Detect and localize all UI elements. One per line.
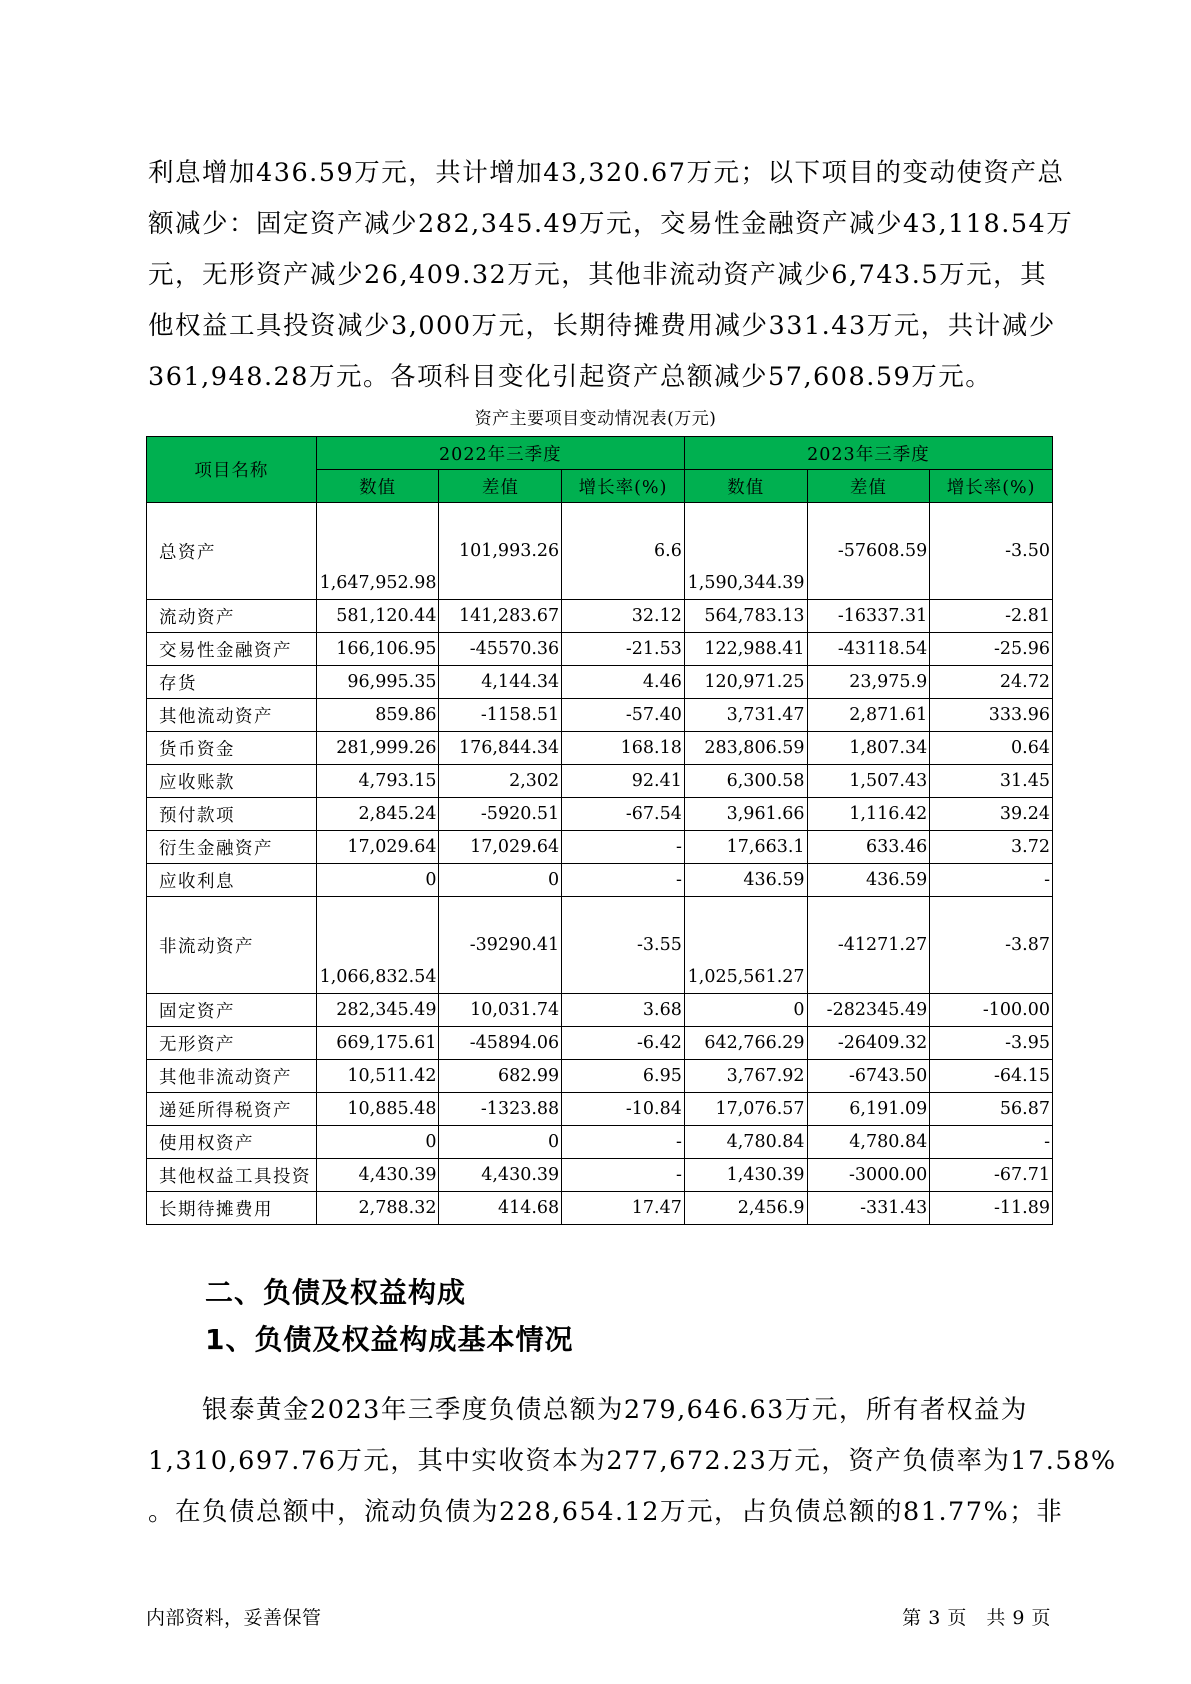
table-header-row (147, 437, 1053, 470)
cell-v2: 2,456.9 (684, 1192, 807, 1225)
cell-r2: - (930, 864, 1053, 897)
cell-r2: -2.81 (930, 600, 1053, 633)
cell-d1: -39290.41 (439, 897, 562, 994)
cell-r2: -67.71 (930, 1159, 1053, 1192)
header-period-2022: 2022年三季度 (316, 437, 684, 470)
cell-r2: 333.96 (930, 699, 1053, 732)
footer-page-number: 第 3 页 共 9 页 (902, 1607, 1051, 1629)
cell-d2: -57608.59 (807, 503, 930, 600)
cell-d1: 4,144.34 (439, 666, 562, 699)
subheader-value: 数值 (316, 470, 439, 503)
paragraph-line: 元，无形资产减少26,409.32万元，其他非流动资产减少6,743.5万元，其 (148, 260, 1048, 290)
cell-d1: -5920.51 (439, 798, 562, 831)
cell-d2: 1,507.43 (807, 765, 930, 798)
cell-r1: 17.47 (562, 1192, 685, 1225)
cell-v1: 2,788.32 (316, 1192, 439, 1225)
cell-d2: -282345.49 (807, 994, 930, 1027)
cell-v2: 3,767.92 (684, 1060, 807, 1093)
cell-r1: 6.95 (562, 1060, 685, 1093)
cell-v2: 564,783.13 (684, 600, 807, 633)
section-heading: 二、负债及权益构成 (205, 1276, 467, 1309)
table-row (147, 666, 1053, 699)
subheader-rate: 增长率(%) (562, 470, 685, 503)
footer-confidential-note: 内部资料，妥善保管 (146, 1607, 322, 1629)
cell-v1: 96,995.35 (316, 666, 439, 699)
row-label: 其他流动资产 (147, 699, 317, 732)
cell-r1: 6.6 (562, 503, 685, 600)
cell-r2: 39.24 (930, 798, 1053, 831)
cell-r1: 4.46 (562, 666, 685, 699)
cell-d2: 1,116.42 (807, 798, 930, 831)
cell-r1: 92.41 (562, 765, 685, 798)
row-label: 无形资产 (147, 1027, 317, 1060)
cell-r2: 0.64 (930, 732, 1053, 765)
cell-d1: 10,031.74 (439, 994, 562, 1027)
cell-d2: -41271.27 (807, 897, 930, 994)
cell-d1: 682.99 (439, 1060, 562, 1093)
cell-d1: 17,029.64 (439, 831, 562, 864)
cell-r1: -3.55 (562, 897, 685, 994)
row-label: 预付款项 (147, 798, 317, 831)
cell-d1: -45894.06 (439, 1027, 562, 1060)
cell-d2: 6,191.09 (807, 1093, 930, 1126)
cell-d2: -16337.31 (807, 600, 930, 633)
cell-v2: 120,971.25 (684, 666, 807, 699)
cell-r1: - (562, 1126, 685, 1159)
row-label: 流动资产 (147, 600, 317, 633)
table-row (147, 1093, 1053, 1126)
row-label: 存货 (147, 666, 317, 699)
cell-d1: -1323.88 (439, 1093, 562, 1126)
table-row (147, 699, 1053, 732)
cell-r1: - (562, 1159, 685, 1192)
cell-r2: -64.15 (930, 1060, 1053, 1093)
cell-d1: -45570.36 (439, 633, 562, 666)
table-row (147, 503, 1053, 600)
cell-r1: 168.18 (562, 732, 685, 765)
table-row (147, 1060, 1053, 1093)
row-label: 其他非流动资产 (147, 1060, 317, 1093)
cell-d1: 0 (439, 864, 562, 897)
cell-r1: -21.53 (562, 633, 685, 666)
cell-r1: -67.54 (562, 798, 685, 831)
cell-v1: 10,885.48 (316, 1093, 439, 1126)
row-label: 长期待摊费用 (147, 1192, 317, 1225)
cell-r2: 56.87 (930, 1093, 1053, 1126)
table-row (147, 1126, 1053, 1159)
cell-v1: 669,175.61 (316, 1027, 439, 1060)
paragraph-line: 361,948.28万元。各项科目变化引起资产总额减少57,608.59万元。 (148, 362, 993, 392)
cell-v1: 859.86 (316, 699, 439, 732)
cell-d1: -1158.51 (439, 699, 562, 732)
liabilities-paragraph (148, 1385, 1117, 1538)
row-label: 其他权益工具投资 (147, 1159, 317, 1192)
cell-r2: 24.72 (930, 666, 1053, 699)
row-label: 总资产 (147, 503, 317, 600)
table-row (147, 1027, 1053, 1060)
cell-d2: -43118.54 (807, 633, 930, 666)
row-label: 递延所得税资产 (147, 1093, 317, 1126)
intro-paragraph (148, 148, 1074, 403)
header-period-2023: 2023年三季度 (684, 437, 1052, 470)
cell-r2: -100.00 (930, 994, 1053, 1027)
cell-v1: 281,999.26 (316, 732, 439, 765)
cell-d2: 1,807.34 (807, 732, 930, 765)
cell-v1: 581,120.44 (316, 600, 439, 633)
cell-r2: -25.96 (930, 633, 1053, 666)
subsection-heading: 1、负债及权益构成基本情况 (205, 1323, 574, 1356)
cell-d1: 4,430.39 (439, 1159, 562, 1192)
cell-v1: 1,066,832.54 (316, 897, 439, 994)
paragraph-line: 利息增加436.59万元，共计增加43,320.67万元；以下项目的变动使资产总 (148, 158, 1065, 188)
table-row (147, 798, 1053, 831)
cell-v1: 0 (316, 864, 439, 897)
row-label: 应收利息 (147, 864, 317, 897)
cell-v1: 4,430.39 (316, 1159, 439, 1192)
cell-d2: 23,975.9 (807, 666, 930, 699)
subheader-value: 数值 (684, 470, 807, 503)
table-row (147, 994, 1053, 1027)
paragraph-line: 额减少：固定资产减少282,345.49万元，交易性金融资产减少43,118.54万 (148, 209, 1074, 239)
paragraph-line: 1,310,697.76万元，其中实收资本为277,672.23万元，资产负债率为17.58% (148, 1446, 1117, 1476)
row-label: 衍生金融资产 (147, 831, 317, 864)
cell-r2: 3.72 (930, 831, 1053, 864)
table-row (147, 864, 1053, 897)
cell-v1: 10,511.42 (316, 1060, 439, 1093)
cell-d1: 414.68 (439, 1192, 562, 1225)
cell-d2: -3000.00 (807, 1159, 930, 1192)
row-label: 使用权资产 (147, 1126, 317, 1159)
row-label: 非流动资产 (147, 897, 317, 994)
cell-v2: 3,731.47 (684, 699, 807, 732)
cell-v2: 17,663.1 (684, 831, 807, 864)
cell-d1: 176,844.34 (439, 732, 562, 765)
cell-v2: 0 (684, 994, 807, 1027)
cell-v1: 17,029.64 (316, 831, 439, 864)
cell-r1: 32.12 (562, 600, 685, 633)
cell-r2: -11.89 (930, 1192, 1053, 1225)
cell-r1: -6.42 (562, 1027, 685, 1060)
cell-d1: 0 (439, 1126, 562, 1159)
cell-r2: -3.50 (930, 503, 1053, 600)
cell-r2: 31.45 (930, 765, 1053, 798)
table-row (147, 765, 1053, 798)
table-row (147, 831, 1053, 864)
cell-d2: 436.59 (807, 864, 930, 897)
paragraph-line: 。在负债总额中，流动负债为228,654.12万元，占负债总额的81.77%；非 (148, 1497, 1064, 1527)
cell-v2: 1,025,561.27 (684, 897, 807, 994)
cell-v1: 282,345.49 (316, 994, 439, 1027)
cell-d2: 2,871.61 (807, 699, 930, 732)
cell-d1: 141,283.67 (439, 600, 562, 633)
cell-r2: - (930, 1126, 1053, 1159)
cell-v2: 4,780.84 (684, 1126, 807, 1159)
cell-v2: 17,076.57 (684, 1093, 807, 1126)
paragraph-line: 银泰黄金2023年三季度负债总额为279,646.63万元，所有者权益为 (148, 1395, 1028, 1425)
cell-r1: - (562, 831, 685, 864)
table-row (147, 633, 1053, 666)
cell-v1: 4,793.15 (316, 765, 439, 798)
cell-r1: - (562, 864, 685, 897)
cell-v2: 122,988.41 (684, 633, 807, 666)
table-row (147, 1159, 1053, 1192)
row-label: 固定资产 (147, 994, 317, 1027)
table-row (147, 897, 1053, 994)
table-body (147, 503, 1053, 1225)
cell-d1: 101,993.26 (439, 503, 562, 600)
cell-v1: 2,845.24 (316, 798, 439, 831)
cell-v1: 0 (316, 1126, 439, 1159)
cell-v2: 642,766.29 (684, 1027, 807, 1060)
cell-r1: -10.84 (562, 1093, 685, 1126)
cell-v2: 3,961.66 (684, 798, 807, 831)
cell-v2: 283,806.59 (684, 732, 807, 765)
cell-v2: 1,590,344.39 (684, 503, 807, 600)
cell-r2: -3.87 (930, 897, 1053, 994)
paragraph-line: 他权益工具投资减少3,000万元，长期待摊费用减少331.43万元，共计减少 (148, 311, 1056, 341)
assets-change-table (146, 436, 1053, 1225)
cell-d2: -331.43 (807, 1192, 930, 1225)
cell-r1: -57.40 (562, 699, 685, 732)
table-row (147, 732, 1053, 765)
cell-r2: -3.95 (930, 1027, 1053, 1060)
cell-v2: 6,300.58 (684, 765, 807, 798)
cell-r1: 3.68 (562, 994, 685, 1027)
header-item-name: 项目名称 (147, 437, 317, 503)
cell-d2: -6743.50 (807, 1060, 930, 1093)
table-caption: 资产主要项目变动情况表(万元) (474, 409, 717, 429)
table-row (147, 600, 1053, 633)
cell-v1: 166,106.95 (316, 633, 439, 666)
row-label: 应收账款 (147, 765, 317, 798)
subheader-diff: 差值 (439, 470, 562, 503)
row-label: 交易性金融资产 (147, 633, 317, 666)
subheader-rate: 增长率(%) (930, 470, 1053, 503)
row-label: 货币资金 (147, 732, 317, 765)
cell-d2: -26409.32 (807, 1027, 930, 1060)
cell-d1: 2,302 (439, 765, 562, 798)
cell-v2: 436.59 (684, 864, 807, 897)
table-row (147, 1192, 1053, 1225)
cell-d2: 4,780.84 (807, 1126, 930, 1159)
cell-v2: 1,430.39 (684, 1159, 807, 1192)
subheader-diff: 差值 (807, 470, 930, 503)
cell-v1: 1,647,952.98 (316, 503, 439, 600)
cell-d2: 633.46 (807, 831, 930, 864)
